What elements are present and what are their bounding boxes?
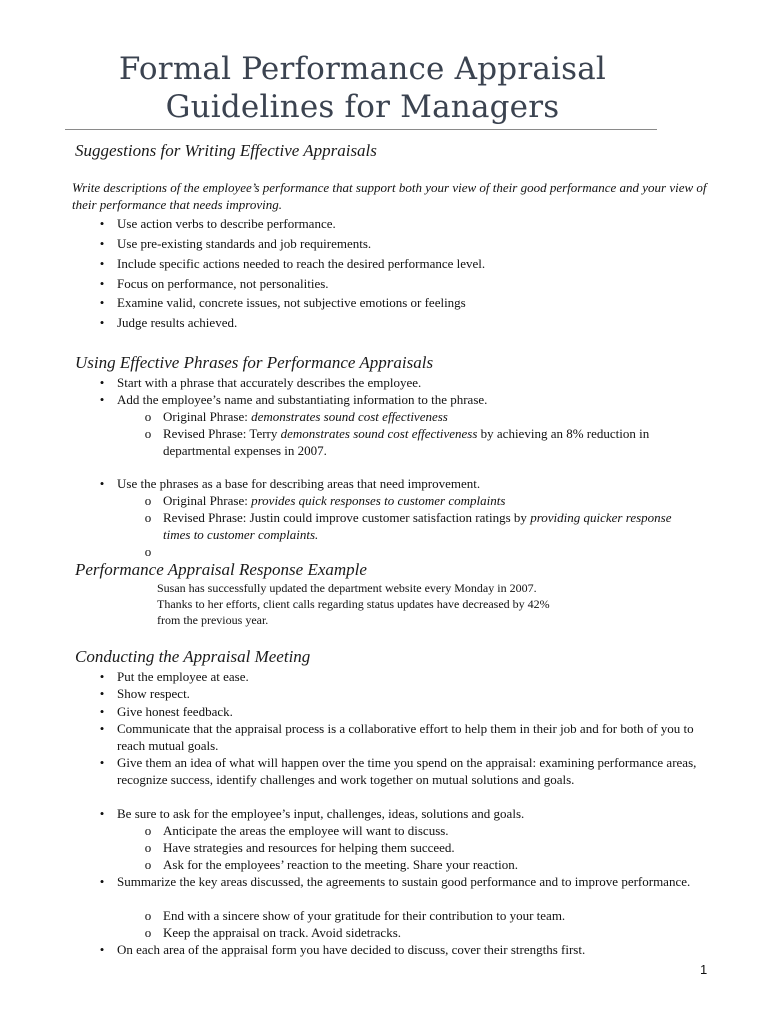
sub-marker: o xyxy=(144,510,152,525)
section-heading-example: Performance Appraisal Response Example xyxy=(75,560,367,579)
sub-list-item: o Anticipate the areas the employee will want to discuss. xyxy=(163,822,723,839)
sub-marker: o xyxy=(144,908,152,923)
bullet-marker: • xyxy=(99,276,105,291)
section-intro: Write descriptions of the employee’s performance that support both your view of their good performance and your view of their performance that needs improving. xyxy=(72,180,707,212)
list-item: • Judge results achieved. xyxy=(117,314,717,331)
bullet-marker: • xyxy=(99,392,105,407)
list-item: • Examine valid, concrete issues, not subjective emotions or feelings xyxy=(117,294,717,311)
sub-marker: o xyxy=(144,493,152,508)
sub-list-item: o Keep the appraisal on track. Avoid sidetracks. xyxy=(163,924,723,941)
sub-list-item: o Ask for the employees’ reaction to the meeting. Share your reaction. xyxy=(163,856,723,873)
bullet-marker: • xyxy=(99,874,105,889)
bullet-marker: • xyxy=(99,669,105,684)
list-item: • Put the employee at ease. xyxy=(117,668,717,685)
example-line: Susan has successfully updated the department website every Monday in 2007. xyxy=(157,581,537,595)
list-item: • Include specific actions needed to reach the desired performance level. xyxy=(117,255,717,272)
bullet-marker: • xyxy=(99,704,105,719)
example-text xyxy=(157,580,617,628)
sub-list-item: o Revised Phrase: Justin could improve customer satisfaction ratings by providing quicker response times to customer complaints. xyxy=(163,509,693,543)
sub-list-item: o Revised Phrase: Terry demonstrates sound cost effectiveness by achieving an 8% reduction in departmental expenses in 2007. xyxy=(163,425,713,459)
sub-list-item: o Original Phrase: provides quick responses to customer complaints xyxy=(163,492,723,509)
sub-marker: o xyxy=(144,925,152,940)
bullet-marker: • xyxy=(99,806,105,821)
sub-marker: o xyxy=(144,840,152,855)
sub-list-item: o Original Phrase: demonstrates sound cost effectiveness xyxy=(163,408,723,425)
list-item: • Summarize the key areas discussed, the agreements to sustain good performance and to improve performance. xyxy=(117,873,697,890)
sub-marker: o xyxy=(144,544,152,559)
sub-list-item: o Have strategies and resources for helping them succeed. xyxy=(163,839,723,856)
list-item: • Be sure to ask for the employee’s input, challenges, ideas, solutions and goals. xyxy=(117,805,717,822)
sub-marker: o xyxy=(144,409,152,424)
section-heading-meeting: Conducting the Appraisal Meeting xyxy=(75,647,311,666)
bullet-marker: • xyxy=(99,721,105,736)
list-item: • Focus on performance, not personalities. xyxy=(117,275,717,292)
list-item: • Use action verbs to describe performance. xyxy=(117,215,717,232)
page-number: 1 xyxy=(700,962,708,977)
bullet-marker: • xyxy=(99,942,105,957)
list-item: • Give honest feedback. xyxy=(117,703,717,720)
bullet-marker: • xyxy=(99,686,105,701)
sub-marker: o xyxy=(144,426,152,441)
list-item: • Give them an idea of what will happen over the time you spend on the appraisal: examining performance areas, recognize success, identify challenges and work together on mutual solutions and goals. xyxy=(117,754,697,788)
page-title xyxy=(0,50,725,126)
bullet-marker: • xyxy=(99,375,105,390)
example-line: from the previous year. xyxy=(157,613,269,627)
bullet-marker: • xyxy=(99,476,105,491)
list-item: • Communicate that the appraisal process is a collaborative effort to help them in their job and for both of you to reach mutual goals. xyxy=(117,720,697,754)
section-heading-writing: Suggestions for Writing Effective Appraisals xyxy=(75,141,377,160)
list-item: • Use the phrases as a base for describing areas that need improvement. xyxy=(117,475,717,492)
bullet-marker: • xyxy=(99,755,105,770)
bullet-marker: • xyxy=(99,216,105,231)
sub-marker: o xyxy=(144,857,152,872)
section-heading-phrases: Using Effective Phrases for Performance Appraisals xyxy=(75,353,434,372)
bullet-marker: • xyxy=(99,256,105,271)
bullet-marker: • xyxy=(99,315,105,330)
sub-list-item: o End with a sincere show of your gratitude for their contribution to your team. xyxy=(163,907,723,924)
list-item: • Start with a phrase that accurately describes the employee. xyxy=(117,374,717,391)
list-item: • Use pre-existing standards and job requirements. xyxy=(117,235,717,252)
list-item: • Show respect. xyxy=(117,685,717,702)
bullet-marker: • xyxy=(99,236,105,251)
bullet-marker: • xyxy=(99,295,105,310)
list-item: • On each area of the appraisal form you have decided to discuss, cover their strengths first. xyxy=(117,941,717,958)
list-item: • Add the employee’s name and substantiating information to the phrase. xyxy=(117,391,717,408)
title-line-2: Guidelines for Managers xyxy=(165,89,560,125)
sub-marker: o xyxy=(144,823,152,838)
example-line: Thanks to her efforts, client calls regarding status updates have decreased by 42% xyxy=(157,597,550,611)
title-line-1: Formal Performance Appraisal xyxy=(118,51,607,87)
title-divider xyxy=(65,129,657,130)
